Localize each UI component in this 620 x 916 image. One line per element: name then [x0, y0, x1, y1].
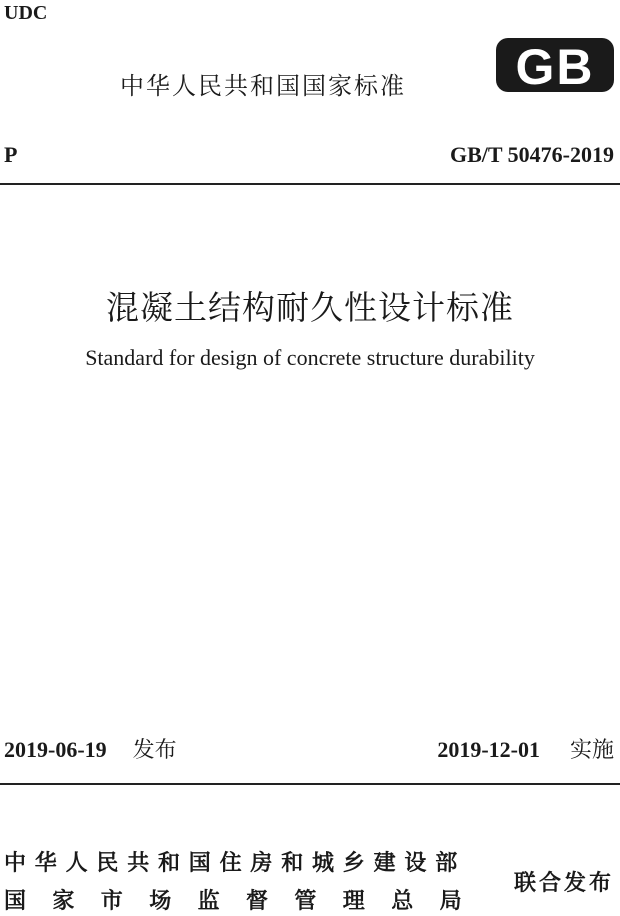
- implement-date: 2019-12-01: [437, 737, 540, 762]
- udc-label: UDC: [4, 2, 48, 24]
- implement-line: [437, 733, 614, 764]
- joint-issue-label: 联合发布: [513, 871, 614, 896]
- gb-logo: [494, 34, 616, 96]
- implement-label: 实施: [569, 738, 614, 763]
- title-english: Standard for design of concrete structure durability: [85, 345, 535, 370]
- issue-date: 2019-06-19: [4, 737, 107, 762]
- issuer-administration: 国家市场监督管理总局: [4, 889, 489, 914]
- national-standard-heading: 中华人民共和国国家标准: [120, 72, 406, 100]
- title-chinese: 混凝土结构耐久性设计标准: [106, 288, 514, 327]
- top-divider: [0, 183, 620, 185]
- category-code: P: [4, 142, 18, 167]
- issue-line: [4, 733, 177, 764]
- gb-logo-text: GB: [515, 39, 595, 95]
- standard-number: GB/T 50476-2019: [449, 142, 614, 167]
- bottom-divider: [0, 783, 620, 785]
- issue-label: 发布: [132, 738, 177, 763]
- issuer-ministry: 中华人民共和国住房和城乡建设部: [4, 851, 467, 876]
